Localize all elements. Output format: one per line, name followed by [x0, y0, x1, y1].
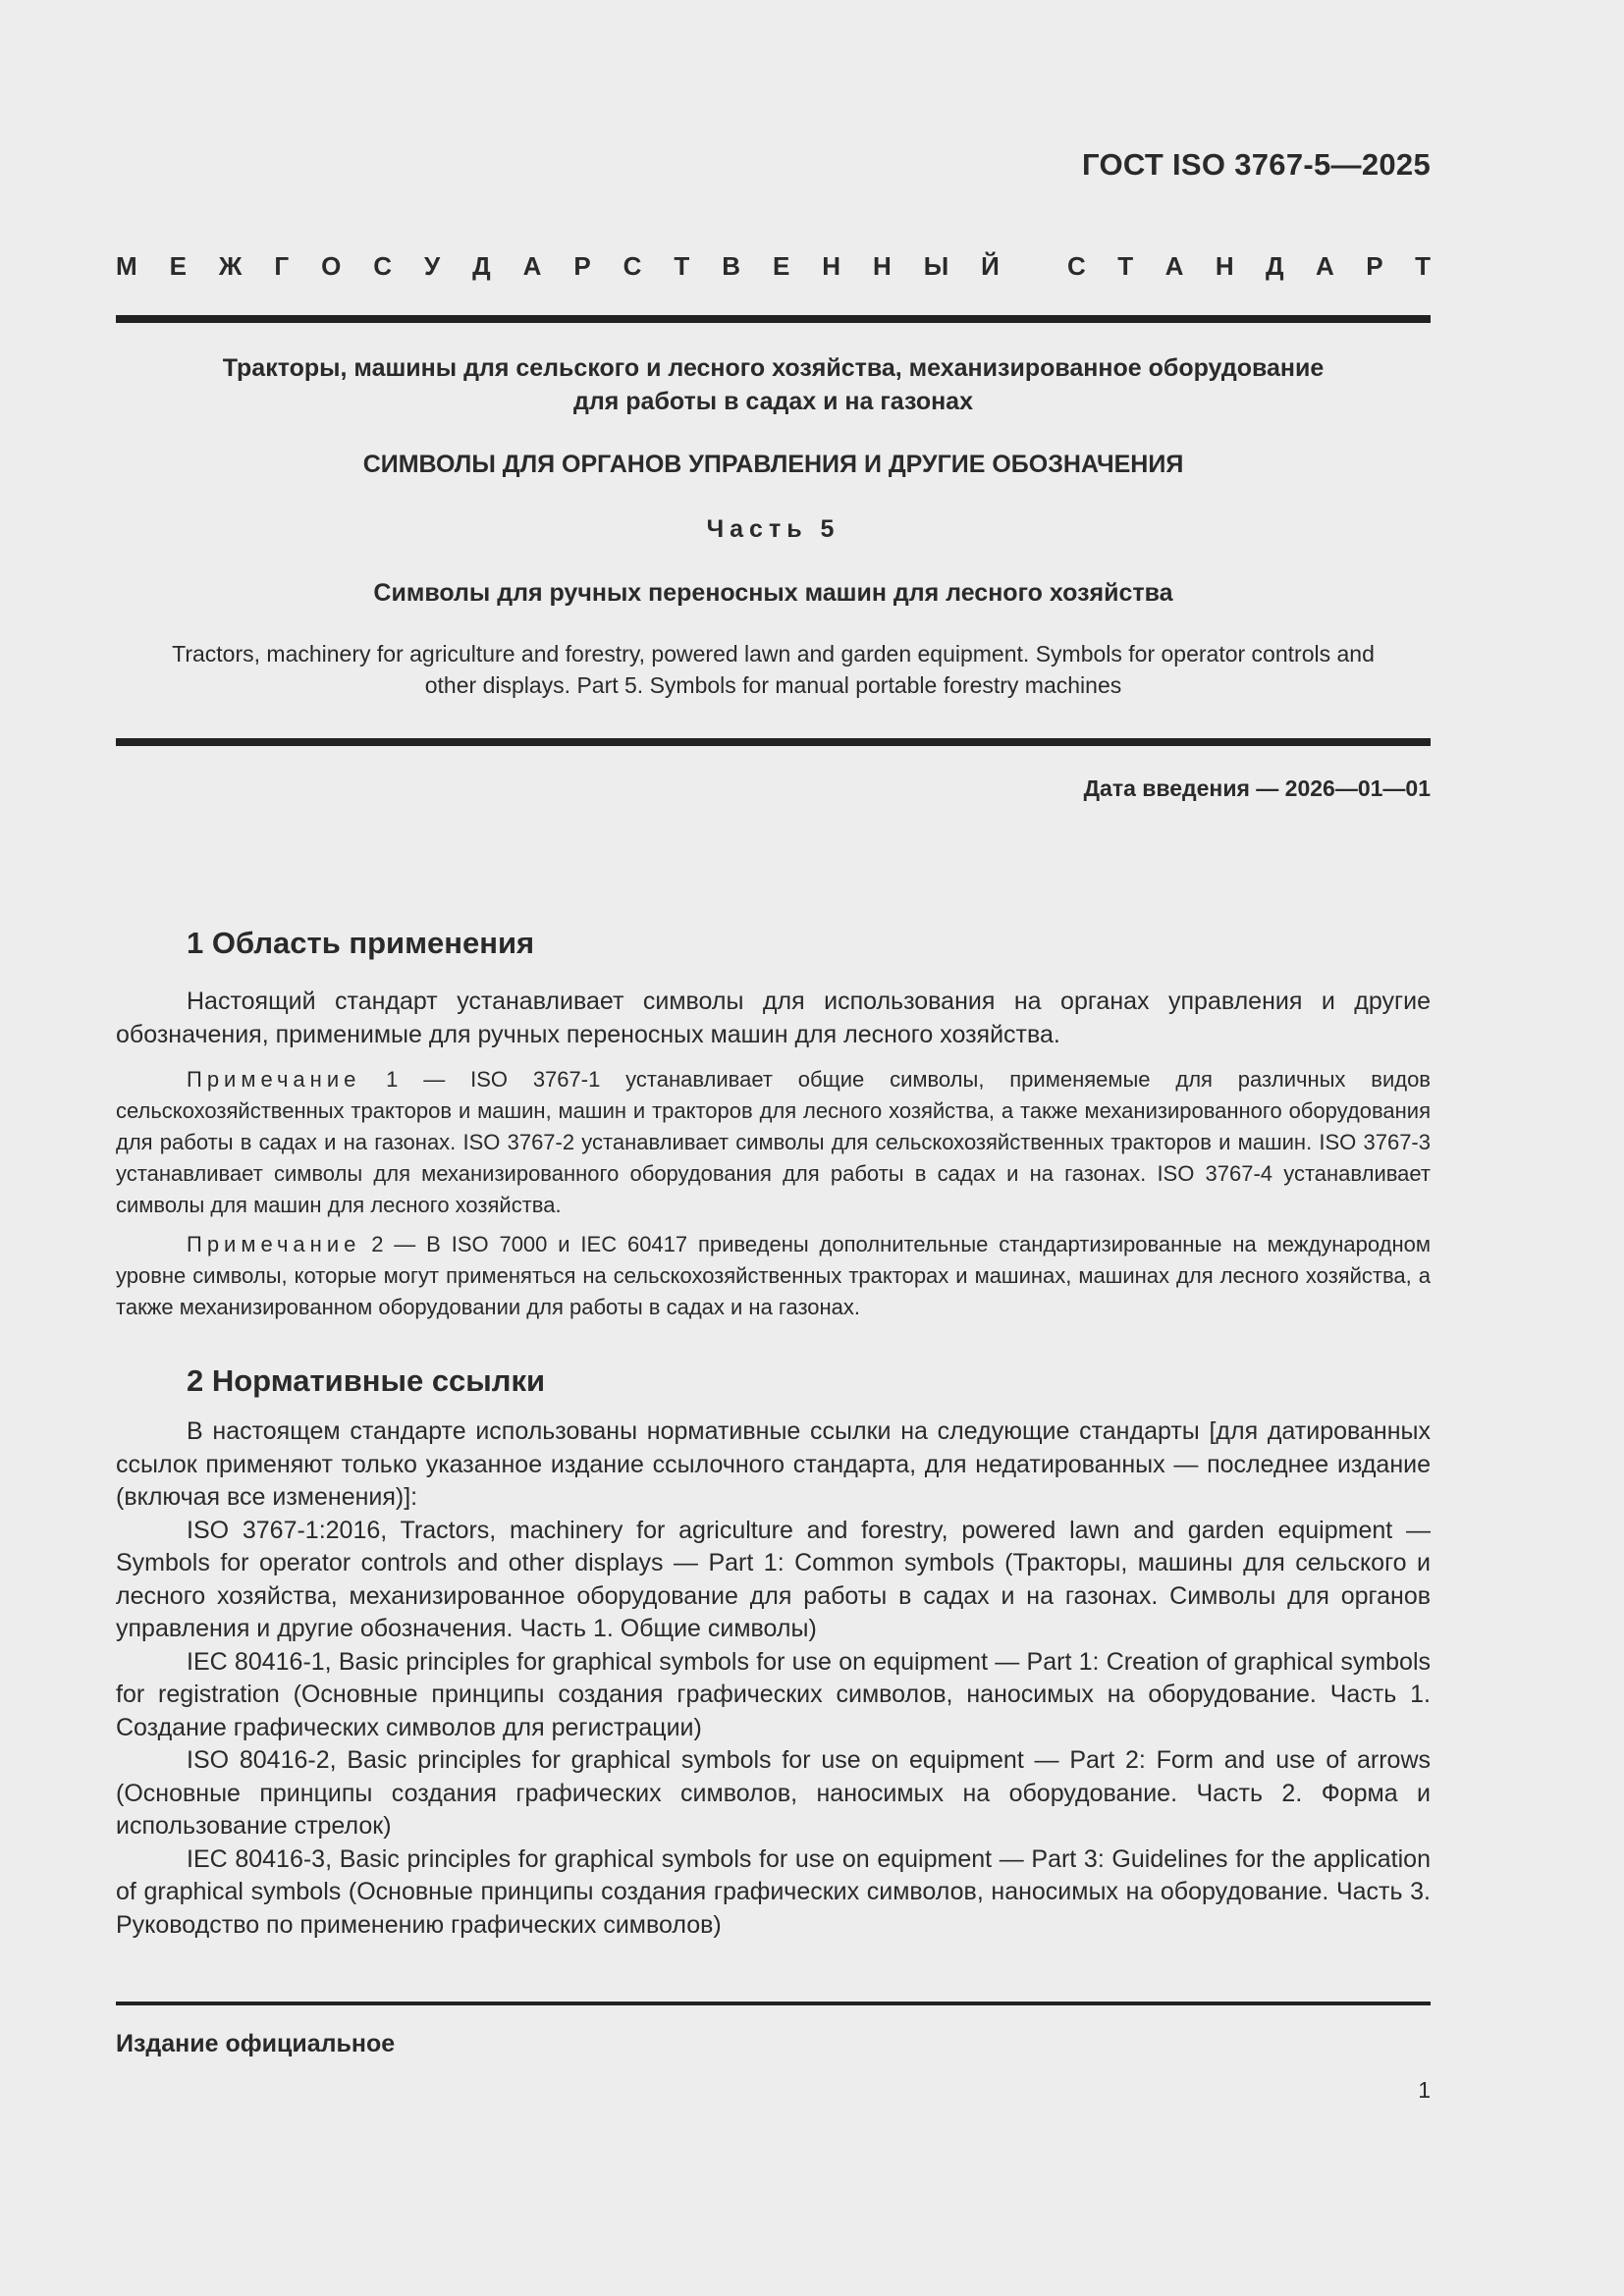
standard-kind-word2	[1067, 251, 1431, 282]
heading-letter: Й	[981, 251, 1000, 281]
heading-letter: Г	[274, 251, 290, 281]
heading-letter: А	[1316, 251, 1334, 281]
heading-letter: Н	[873, 251, 892, 281]
reference-item: ISO 3767-1:2016, Tractors, machinery for agriculture and forestry, powered lawn and garden equipment — Symbols for operator controls and other displays — Part 1: Common symbols (Тракторы, машины для сельского и лесного хозяйства, механизированное оборудование для работы в садах и на газонах. Символы для органов управления и другие обозначения. Часть 1. Общие символы)	[116, 1516, 1431, 1642]
note2-label: Примечание	[187, 1232, 361, 1256]
footer-rule	[116, 2002, 1431, 2005]
note2-text: 2 — В ISO 7000 и IEC 60417 приведены дополнительные стандартизированные на международном уровне символы, которые могут применяться на сельскохозяйственных тракторах и машинах, машинах для лесного хозяйства, а также механизированном оборудовании для работы в садах и на газонах.	[116, 1232, 1431, 1319]
heading-letter: Н	[822, 251, 841, 281]
reference-item: IEC 80416-1, Basic principles for graphical symbols for use on equipment — Part 1: Creation of graphical symbols for registration (Основные принципы создания графических символов, наносимых на оборудование. Часть 1. Создание графических символов для регистрации)	[116, 1647, 1431, 1741]
heading-letter: С	[623, 251, 642, 281]
heading-letter: Ы	[923, 251, 949, 281]
official-edition: Издание официальное	[116, 2030, 396, 2057]
heading-letter: Д	[1266, 251, 1284, 281]
section1-heading: 1 Область применения	[187, 926, 535, 960]
title-en-line1: Tractors, machinery for agriculture and forestry, powered lawn and garden equipment. Symbols for operator controls and	[172, 641, 1375, 667]
heading-letter: Р	[1366, 251, 1383, 281]
note2	[116, 1229, 1431, 1323]
heading-letter: Т	[1415, 251, 1431, 281]
section1-text: Настоящий стандарт устанавливает символы для использования на органах управления и другие обозначения, применимые для ручных переносных машин для лесного хозяйства.	[116, 988, 1431, 1048]
section2-heading: 2 Нормативные ссылки	[187, 1363, 546, 1398]
document-code: ГОСТ ISO 3767-5—2025	[1082, 147, 1431, 182]
heading-letter: С	[373, 251, 393, 281]
title-en-line2: other displays. Part 5. Symbols for manual portable forestry machines	[424, 672, 1122, 698]
heading-letter: О	[321, 251, 342, 281]
heading-letter: Н	[1215, 251, 1234, 281]
title-part: Часть 5	[706, 515, 840, 543]
standard-kind-word1	[116, 251, 1000, 282]
heading-letter: А	[1164, 251, 1184, 281]
heading-letter: Е	[169, 251, 187, 281]
heading-letter: Ж	[218, 251, 243, 281]
title-part-name: Символы для ручных переносных машин для лесного хозяйства	[373, 579, 1173, 607]
heading-letter: С	[1067, 251, 1086, 281]
note1	[116, 1064, 1431, 1221]
note1-label: Примечание	[187, 1067, 361, 1092]
heading-letter: В	[722, 251, 741, 281]
references-intro: В настоящем стандарте использованы нормативные ссылки на следующие стандарты [для датированных ссылок применяют только указанное издание ссылочного стандарта, для недатированных — последнее издание (включая все изменения)]:	[116, 1417, 1431, 1511]
title-ru-line1: Тракторы, машины для сельского и лесного хозяйства, механизированное оборудование	[222, 354, 1325, 382]
heading-letter: М	[116, 251, 137, 281]
page-number: 1	[1418, 2077, 1431, 2103]
title-bottom-rule	[116, 738, 1431, 746]
standard-kind	[116, 251, 1431, 282]
heading-letter: Т	[674, 251, 690, 281]
heading-letter: У	[424, 251, 441, 281]
heading-letter: Д	[472, 251, 491, 281]
document-page	[116, 0, 1431, 2296]
reference-item: ISO 80416-2, Basic principles for graphical symbols for use on equipment — Part 2: Form and use of arrows (Основные принципы создания графических символов, наносимых на оборудование. Часть 2. Форма и использование стрелок)	[116, 1746, 1431, 1840]
heading-letter: Е	[772, 251, 790, 281]
title-subtitle: СИМВОЛЫ ДЛЯ ОРГАНОВ УПРАВЛЕНИЯ И ДРУГИЕ ОБОЗНАЧЕНИЯ	[362, 451, 1184, 478]
note1-text: 1 — ISO 3767-1 устанавливает общие символы, применяемые для различных видов сельскохозяйственных тракторов и машин, машин и тракторов для лесного хозяйства, а также механизированного оборудования для работы в садах и на газонах. ISO 3767-2 устанавливает символы для сельскохозяйственных тракторов и машин. ISO 3767-3 устанавливает символы для механизированного оборудования для работы в садах и на газонах. ISO 3767-4 устанавливает символы для машин для лесного хозяйства.	[116, 1067, 1431, 1217]
title-ru	[116, 351, 1431, 418]
title-ru-line2: для работы в садах и на газонах	[572, 388, 973, 415]
introduction-date: Дата введения — 2026—01—01	[1083, 775, 1431, 801]
heading-letter: Р	[573, 251, 591, 281]
reference-item: IEC 80416-3, Basic principles for graphical symbols for use on equipment — Part 3: Guidelines for the application of graphical symbols (Основные принципы создания графических символов, наносимых на оборудование. Часть 3. Руководство по применению графических символов)	[116, 1844, 1431, 1939]
title-en	[116, 638, 1431, 701]
heading-letter: А	[522, 251, 542, 281]
top-rule	[116, 315, 1431, 323]
references-list	[116, 1415, 1431, 1942]
heading-letter: Т	[1117, 251, 1134, 281]
